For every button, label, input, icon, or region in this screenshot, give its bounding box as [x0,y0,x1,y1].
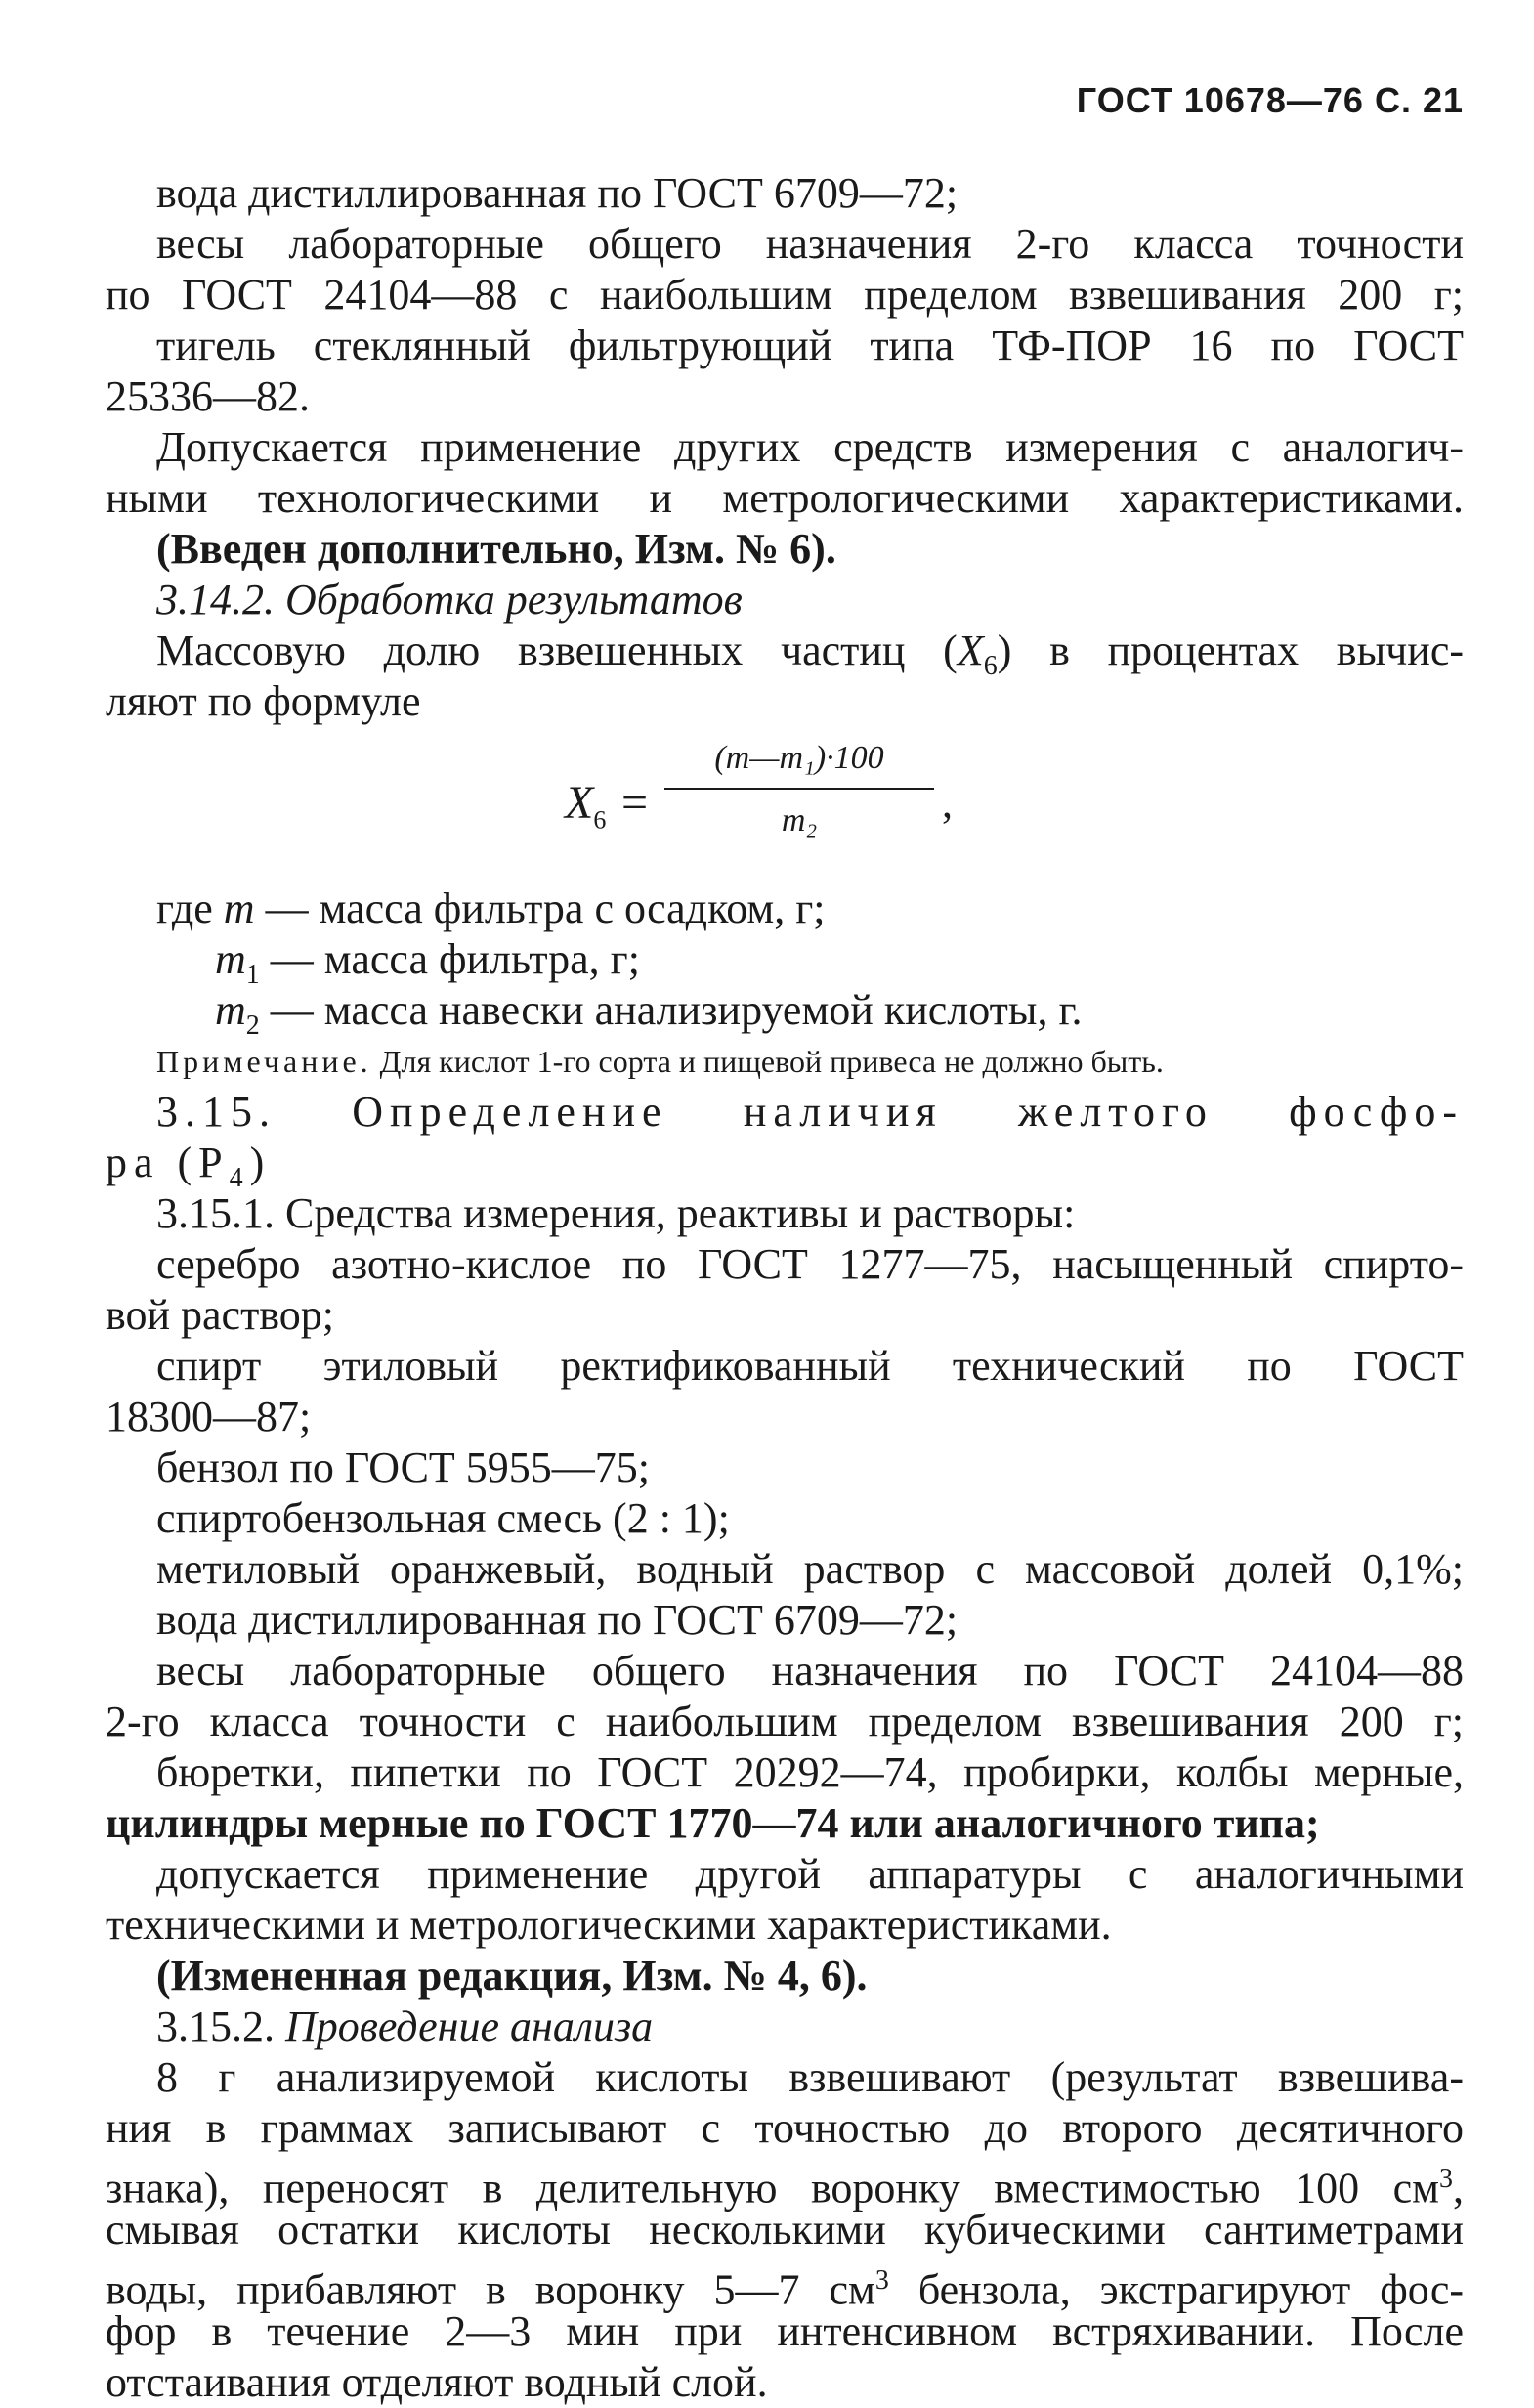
text-line: смывая остатки кислоты несколькими кубическими сантиметрами [106,2206,1464,2254]
where-line: $m_1$ — масса фильтра, г; [215,935,640,990]
text-line: цилиндры мерные по ГОСТ 1770—74 или аналогичного типа; [106,1799,1320,1847]
formula [106,727,1464,883]
document-body [106,168,1464,2408]
var-x: X [957,626,984,674]
text-span: ) в процентах вычис- [997,626,1465,674]
text-line: ляют по формуле [106,677,421,725]
text-line: по ГОСТ 24104—88 с наибольшим пределом взвешивания 200 г; [106,271,1464,319]
formula-lhs: $X_6$ [565,777,607,835]
text-line: ния в граммах записывают с точностью до второго десятичного [106,2104,1464,2152]
amendment-note: (Измененная редакция, Изм. № 4, 6). [156,1952,868,2000]
text-line: техническими и метрологическими характеристиками. [106,1901,1112,1949]
formula-denominator: m₂ [781,802,818,838]
text-line: знака), переносят в делительную воронку вместимостью 100 $см^3$, [106,2164,1464,2213]
where-line: где m — масса фильтра с осадком, г; [156,884,826,932]
page-header: ГОСТ 10678—76 С. 21 [1076,80,1464,120]
text-line: 18300—87; [106,1393,312,1440]
text-line: бюретки, пипетки по ГОСТ 20292—74, пробирки, колбы мерные, [156,1748,1464,1796]
where-line: $m_2$ — масса навески анализируемой кислоты, г. [215,986,1083,1041]
text-line: вой раствор; [106,1291,335,1339]
text-line: весы лабораторные общего назначения 2-го класса точности [156,220,1464,268]
note-text: Для кислот 1-го сорта и пищевой привеса не должно быть. [371,1044,1164,1079]
section-heading: 3.15. Определение наличия желтого фосфо- [156,1088,1464,1136]
formula-comma: , [942,779,953,827]
text-line: воды, прибавляют в воронку 5—7 $см^3$ бензола, экстрагируют фос- [106,2265,1464,2314]
text-span: Массовую долю взвешенных частиц ( [156,626,958,674]
text-line: тигель стеклянный фильтрующий типа ТФ-ПОР 16 по ГОСТ [156,322,1464,369]
text-line: бензол по ГОСТ 5955—75; [156,1443,651,1491]
text-line: Допускается применение других средств измерения с аналогич- [156,423,1464,471]
text-line: спиртобензольная смесь (2 : 1); [156,1494,730,1542]
text-line: вода дистиллированная по ГОСТ 6709—72; [156,169,959,217]
text-line: 25336—82. [106,372,310,420]
text-line: 8 г анализируемой кислоты взвешивают (результат взвешива- [156,2053,1464,2101]
text-line: метиловый оранжевый, водный раствор с массовой долей 0,1%; [156,1545,1464,1593]
note-label: Примечание. [156,1044,372,1079]
text-line: 3.15.1. Средства измерения, реактивы и растворы: [156,1189,1076,1237]
text-line: отстаивания отделяют водный слой. [106,2358,768,2406]
text-line: фор в течение 2—3 мин при интенсивном встряхивании. После [106,2307,1464,2355]
text-line: допускается применение другой аппаратуры с аналогичными [156,1850,1464,1898]
text-line: спирт этиловый ректификованный технический по ГОСТ [156,1342,1464,1390]
text-line: вода дистиллированная по ГОСТ 6709—72; [156,1596,959,1644]
text-line: ными технологическими и метрологическими характеристиками. [106,474,1464,522]
text-line [106,625,1465,681]
text-line: серебро азотно-кислое по ГОСТ 1277—75, насыщенный спирто- [156,1240,1464,1288]
formula-numerator: (m—m₁)·100 [664,733,934,790]
section-heading: 3.14.2. Обработка результатов [156,576,743,624]
section-heading-cont: ра $(P_4)$ [106,1139,272,1193]
section-heading: 3.15.2. Проведение анализа [156,2002,654,2050]
text-line: 2-го класса точности с наибольшим пределом взвешивания 200 г; [106,1698,1464,1745]
formula-equals: = [621,777,649,829]
formula-fraction [664,733,934,846]
note-line [106,1036,1464,1087]
amendment-note: (Введен дополнительно, Изм. № 6). [156,525,836,573]
subscript: 6 [983,650,998,681]
text-line: весы лабораторные общего назначения по ГОСТ 24104—88 [156,1647,1464,1695]
